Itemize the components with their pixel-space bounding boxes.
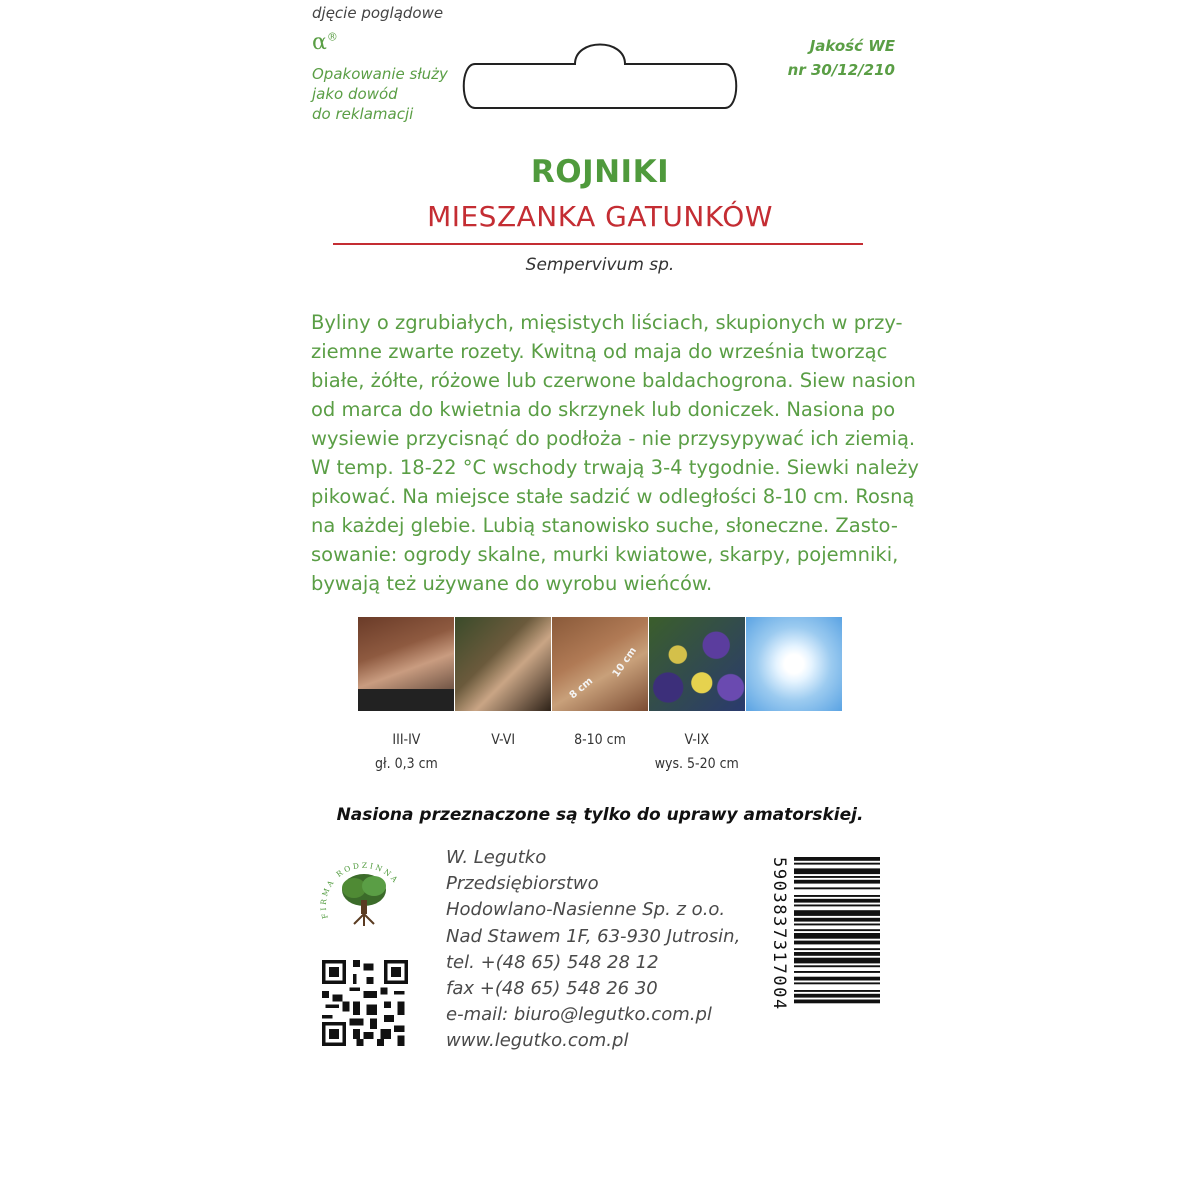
description-line: na każdej glebie. Lubią stanowisko suche, słoneczne. Zasto- (311, 514, 898, 537)
barcode-bar (794, 982, 880, 984)
company-legal-name: Hodowlano-Nasienne Sp. z o.o. (446, 899, 726, 921)
company-website[interactable]: www.legutko.com.pl (446, 1030, 629, 1052)
step-captions (358, 728, 842, 776)
image-illustrative-caption: djęcie poglądowe (312, 4, 444, 22)
qr-code-icon[interactable] (322, 960, 408, 1046)
quality-line-1: Jakość WE (809, 37, 895, 55)
description-line: białe, żółte, różowe lub czerwone baldachogrona. Siew nasion (311, 369, 916, 392)
seed-tray (358, 689, 454, 711)
amateur-use-note: Nasiona przeznaczone są tylko do uprawy amatorskiej. (336, 805, 864, 825)
barcode-bar (794, 941, 880, 945)
barcode-bar (794, 924, 880, 926)
description-line: Byliny o zgrubiałych, mięsistych liściach, skupionych w przy- (311, 311, 903, 334)
barcode-bar (794, 965, 880, 967)
barcode-bar (794, 857, 880, 861)
description-line: pikować. Na miejsce stałe sadzić w odległości 8-10 cm. Rosną (311, 485, 915, 508)
company-type: Przedsiębiorstwo (446, 873, 599, 895)
barcode-bar (794, 880, 880, 884)
barcode-bar (794, 887, 880, 889)
sowing-photo (358, 617, 454, 711)
title-divider (333, 243, 863, 245)
barcode-bar (794, 1000, 880, 1004)
flowers-photo (649, 617, 745, 711)
company-address: Nad Stawem 1F, 63-930 Jutrosin, (446, 925, 741, 947)
company-phone: tel. +(48 65) 548 28 12 (446, 951, 659, 973)
step-period: III-IV (392, 732, 421, 748)
description (311, 308, 919, 598)
product-title: ROJNIKI (530, 154, 670, 190)
quality-line-2: nr 30/12/210 (787, 61, 895, 79)
barcode-bar (794, 977, 880, 981)
planting-spacing-photo (552, 617, 648, 711)
pricking-photo (455, 617, 551, 711)
barcode-bar (794, 868, 880, 874)
step-period: V-VI (491, 732, 516, 748)
sun-photo (746, 617, 842, 711)
step-detail: gł. 0,3 cm (375, 756, 438, 772)
barcode-bar (794, 863, 880, 865)
description-line: ziemne zwarte rozety. Kwitną od maja do września tworząc (311, 340, 888, 363)
company-name: W. Legutko (446, 847, 547, 868)
step-period: V-IX (684, 732, 710, 748)
barcode-bar (794, 971, 880, 973)
barcode-bar (794, 899, 880, 903)
company-email[interactable]: e-mail: biuro@legutko.com.pl (446, 1004, 712, 1026)
barcode-bar (794, 918, 880, 922)
barcode-bar (794, 910, 880, 916)
notice-line-2: jako dowód (312, 85, 398, 103)
barcode-icon (769, 855, 882, 1055)
step-caption (745, 728, 842, 776)
tree-logo-icon (318, 848, 410, 938)
barcode-bar (794, 948, 880, 950)
description-line: wysiewie przycisnąć do podłoża - nie przysypywać ich ziemią. (311, 427, 916, 450)
alpha-symbol: α (312, 30, 327, 55)
latin-name: Sempervivum sp. (525, 255, 675, 275)
step-caption (358, 728, 455, 776)
notice-line-3: do reklamacji (312, 105, 414, 123)
notice-line-1: Opakowanie służy (312, 65, 448, 83)
company-info (446, 845, 740, 1055)
registered-mark: ® (326, 30, 338, 44)
barcode-bar (794, 958, 880, 964)
step-caption (552, 728, 649, 776)
barcode-bar (794, 876, 880, 878)
barcode-bar (794, 929, 880, 931)
description-line: sowanie: ogrody skalne, murki kwiatowe, skarpy, pojemniki, (311, 543, 899, 566)
label-10cm: 10 cm (610, 645, 640, 680)
barcode-bar (794, 990, 880, 992)
company-fax: fax +(48 65) 548 26 30 (446, 978, 658, 1000)
barcode-bar (794, 994, 880, 998)
label-8cm: 8 cm (567, 675, 596, 702)
barcode-bar (794, 895, 880, 897)
barcode-digits: 5903837317004 (769, 857, 789, 1011)
barcode-bar (794, 952, 880, 956)
step-caption (648, 728, 745, 776)
barcode-bar (794, 933, 880, 939)
alpha-logo-icon (312, 30, 338, 55)
barcode-bar (794, 905, 880, 907)
step-caption (455, 728, 552, 776)
hanger-cutout-icon (455, 28, 745, 112)
description-line: bywają też używane do wyrobu wieńców. (311, 572, 713, 595)
product-subtitle: MIESZANKA GATUNKÓW (427, 200, 773, 233)
description-line: od marca do kwietnia do skrzynek lub doniczek. Nasiona po (311, 398, 896, 421)
logo-arc-text: FIRMA RODZINNA (318, 860, 401, 920)
description-line: W temp. 18-22 °C wschody trwają 3-4 tygodnie. Siewki należy (311, 456, 919, 479)
step-period: 8-10 cm (574, 732, 626, 748)
step-detail: wys. 5-20 cm (654, 756, 739, 772)
cultivation-photos (358, 617, 842, 711)
